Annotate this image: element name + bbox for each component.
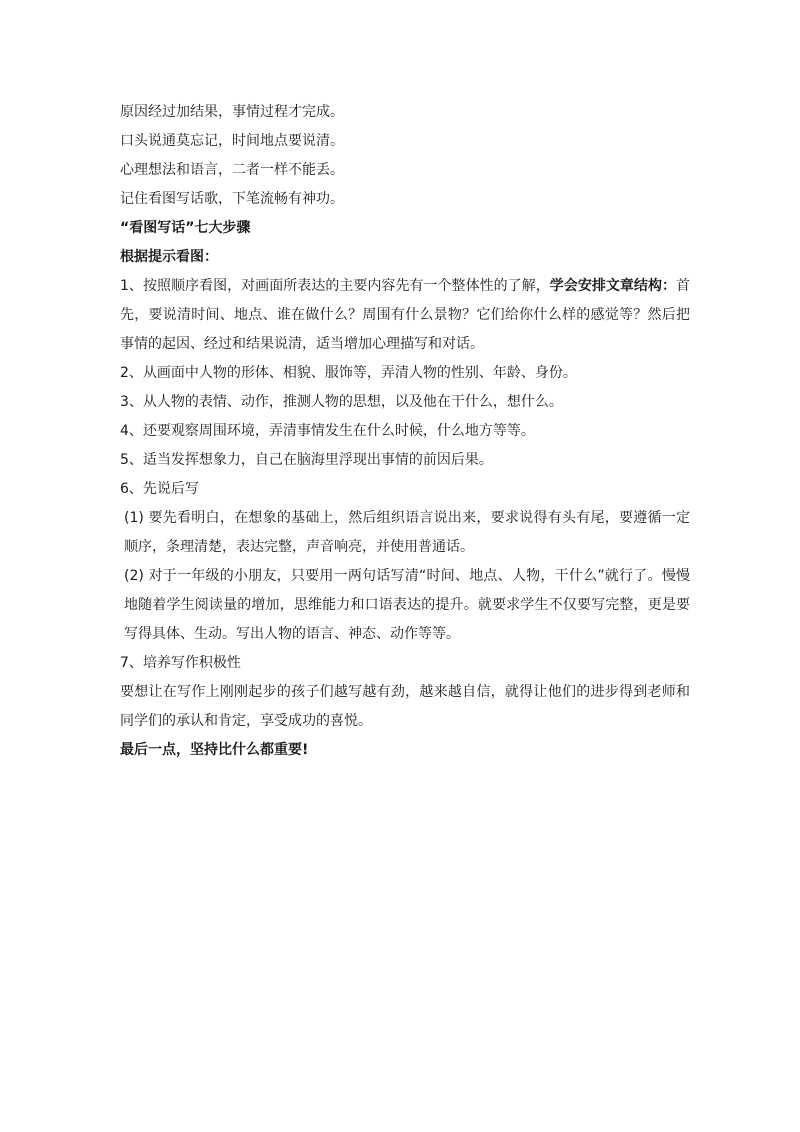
step-6-sub-2: (2) 对于一年级的小朋友，只要用一两句话写清“时间、地点、人物，干什么”就行了。慢慢地随着学生阅读量的增加，思维能力和口语表达的提升。就要求学生不仅要写完整，更是要写得具体、生动。写出人物的语言、神态、动作等等。 <box>124 568 690 642</box>
poem-line-3: 心理想法和语言，二者一样不能丢。 <box>120 162 344 178</box>
step-5: 5、适当发挥想象力，自己在脑海里浮现出事情的前因后果。 <box>120 452 493 468</box>
step-7-text: 要想让在写作上刚刚起步的孩子们越写越有劲，越来越自信，就得让他们的进步得到老师和同学们的承认和肯定，享受成功的喜悦。 <box>120 684 690 729</box>
step-1-bold-phrase: 学会安排文章结构： <box>549 278 677 294</box>
step-3: 3、从人物的表情、动作，推测人物的思想，以及他在干什么，想什么。 <box>120 394 563 410</box>
document-page <box>120 98 690 765</box>
step-1-text-before: 1、按照顺序看图，对画面所表达的主要内容先有一个整体性的了解， <box>120 278 550 294</box>
poem-line-4: 记住看图写话歌，下笔流畅有神功。 <box>120 191 344 207</box>
poem-line-1: 原因经过加结果，事情过程才完成。 <box>120 104 344 120</box>
hint-heading: 根据提示看图： <box>120 249 218 265</box>
step-7: 7、培养写作积极性 <box>120 655 241 671</box>
poem-line-2: 口头说通莫忘记，时间地点要说清。 <box>120 133 344 149</box>
step-6: 6、先说后写 <box>120 481 199 497</box>
step-6-sub-1: (1) 要先看明白，在想象的基础上，然后组织语言说出来，要求说得有头有尾，要遵循一定顺序，条理清楚，表达完整，声音响亮，并使用普通话。 <box>124 510 690 555</box>
step-4: 4、还要观察周围环境，弄清事情发生在什么时候，什么地方等等。 <box>120 423 535 439</box>
steps-title: “看图写话”七大步骤 <box>120 220 251 236</box>
step-1-text-after: 首先，要说清时间、地点、谁在做什么？周围有什么景物？它们给你什么样的感觉等？然后把事情的起因、经过和结果说清，适当增加心理描写和对话。 <box>120 278 691 352</box>
closing-line: 最后一点，坚持比什么都重要! <box>120 742 309 758</box>
step-2: 2、从画面中人物的形体、相貌、服饰等，弄清人物的性别、年龄、身份。 <box>120 365 577 381</box>
step-1-paragraph <box>120 272 690 359</box>
